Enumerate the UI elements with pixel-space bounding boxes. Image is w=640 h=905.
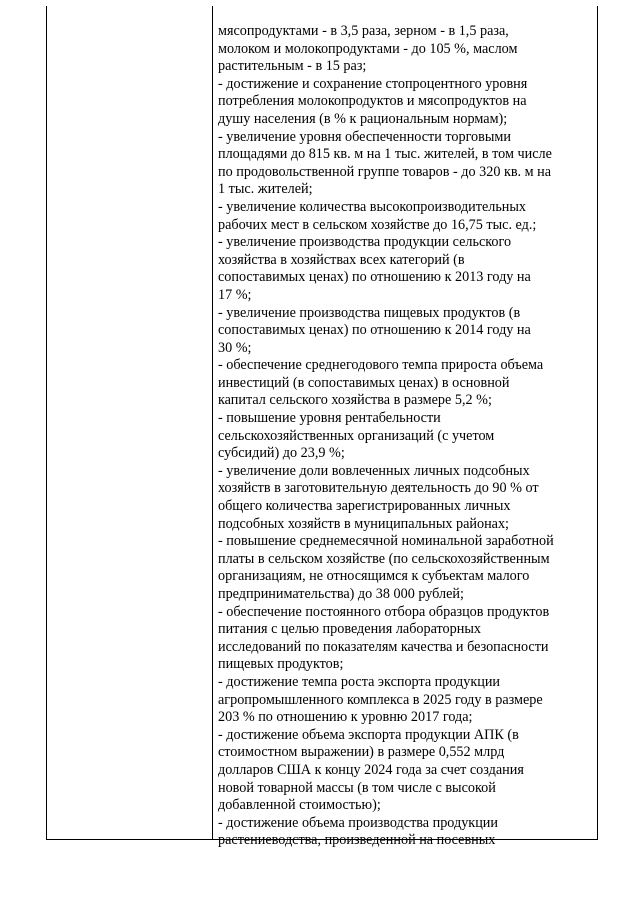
text-line: площадями до 815 кв. м на 1 тыс. жителей, в том числе (218, 146, 552, 163)
text-line: долларов США к концу 2024 года за счет создания (218, 761, 524, 778)
text-line: субсидий) до 23,9 %; (218, 445, 345, 462)
text-line: - увеличение уровня обеспеченности торговыми (218, 128, 511, 145)
text-line: - обеспечение среднегодового темпа прироста объема (218, 357, 544, 374)
text-line: - достижение и сохранение стопроцентного уровня (218, 75, 528, 92)
text-line: растительным - в 15 раз; (218, 58, 367, 75)
text-line: - увеличение доли вовлеченных личных подсобных (218, 462, 530, 479)
text-line: потребления молокопродуктов и мясопродуктов на (218, 93, 527, 110)
text-line: - увеличение производства пищевых продуктов (в (218, 304, 521, 321)
text-line: сопоставимых ценах) по отношению к 2014 году на (218, 322, 531, 339)
text-line: инвестиций (в сопоставимых ценах) в основной (218, 374, 510, 391)
text-line: добавленной стоимостью); (218, 797, 381, 814)
text-line: рабочих мест в сельском хозяйстве до 16,75 тыс. ед.; (218, 216, 537, 233)
text-line: сопоставимых ценах) по отношению к 2013 году на (218, 269, 531, 286)
text-line: капитал сельского хозяйства в размере 5,2 %; (218, 392, 492, 409)
text-line: хозяйства в хозяйствах всех категорий (в (218, 251, 465, 268)
text-line: мясопродуктами - в 3,5 раза, зерном - в 1,5 раза, (218, 23, 509, 39)
text-line: хозяйств в заготовительную деятельность до 90 % от (218, 480, 539, 497)
text-line: предпринимательства) до 38 000 рублей; (218, 586, 464, 602)
text-line: пищевых продуктов; (218, 656, 344, 673)
text-line: душу населения (в % к рациональным нормам); (218, 110, 508, 127)
text-line: по продовольственной группе товаров - до 320 кв. м на (218, 163, 552, 180)
text-line: - повышение среднемесячной номинальной заработной (218, 533, 554, 550)
text-line: общего количества зарегистрированных личных (218, 498, 511, 515)
text-line: стоимостном выражении) в размере 0,552 млрд (218, 744, 505, 761)
text-line: - достижение объема экспорта продукции АПК (в (218, 726, 519, 743)
text-line: - повышение уровня рентабельности (218, 410, 441, 427)
text-line: - увеличение производства продукции сельского (218, 234, 512, 251)
table-cell-text (218, 23, 592, 850)
text-line: исследований по показателям качества и безопасности (218, 638, 549, 655)
text-line: агропромышленного комплекса в 2025 году в размере (218, 691, 543, 708)
text-line: молоком и молокопродуктами - до 105 %, маслом (218, 40, 518, 57)
text-line: - увеличение количества высокопроизводительных (218, 198, 527, 215)
text-line: новой товарной массы (в том числе с высокой (218, 779, 496, 796)
text-line: 1 тыс. жителей; (218, 181, 313, 198)
text-line: - достижение темпа роста экспорта продукции (218, 673, 501, 690)
text-line: платы в сельском хозяйстве (по сельскохозяйственным (218, 550, 550, 567)
text-line: - обеспечение постоянного отбора образцов продуктов (218, 603, 550, 620)
table-column-divider (212, 6, 213, 840)
text-line: подсобных хозяйств в муниципальных районах; (218, 515, 510, 532)
text-line: 17 %; (218, 286, 252, 303)
text-line: питания с целью проведения лабораторных (218, 621, 481, 638)
text-line: - достижение объема производства продукции (218, 814, 498, 831)
text-line: организациям, не относящимся к субъектам малого (218, 568, 530, 585)
text-line: сельскохозяйственных организаций (с учетом (218, 427, 495, 444)
text-line: растениеводства, произведенной на посевных (218, 832, 496, 849)
text-line: 30 %; (218, 339, 252, 356)
text-line: 203 % по отношению к уровню 2017 года; (218, 709, 473, 726)
